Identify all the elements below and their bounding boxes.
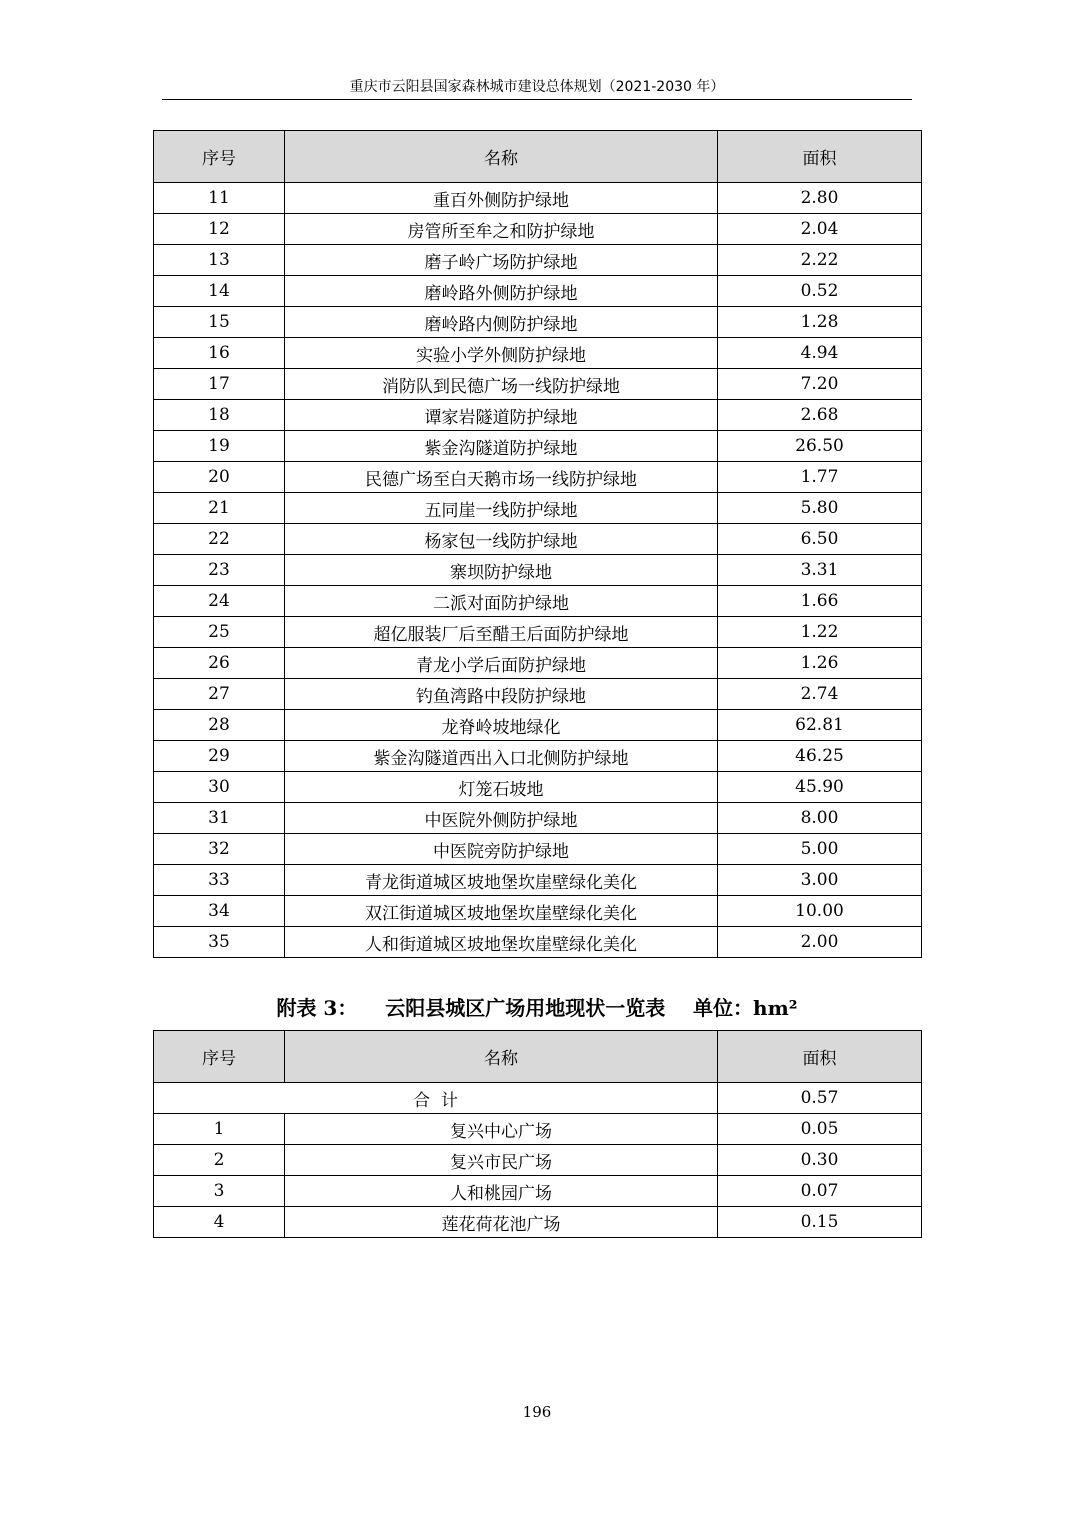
row-area: 0.52 xyxy=(718,276,922,307)
row-name: 磨岭路外侧防护绿地 xyxy=(285,276,718,307)
row-name: 龙脊岭坡地绿化 xyxy=(285,710,718,741)
row-area: 2.22 xyxy=(718,245,922,276)
row-name: 复兴中心广场 xyxy=(285,1114,718,1145)
row-name: 二派对面防护绿地 xyxy=(285,586,718,617)
row-index: 20 xyxy=(154,462,285,493)
table-row xyxy=(154,524,922,555)
row-index: 35 xyxy=(154,927,285,958)
column-header-name: 名称 xyxy=(285,131,718,183)
row-index: 28 xyxy=(154,710,285,741)
row-index: 27 xyxy=(154,679,285,710)
row-index: 14 xyxy=(154,276,285,307)
row-index: 17 xyxy=(154,369,285,400)
row-name: 民德广场至白天鹅市场一线防护绿地 xyxy=(285,462,718,493)
appendix-table-3-caption: 附表 3： 云阳县城区广场用地现状一览表 单位：hm² xyxy=(276,996,798,1020)
row-area: 0.30 xyxy=(718,1145,922,1176)
row-area: 2.00 xyxy=(718,927,922,958)
row-area: 0.07 xyxy=(718,1176,922,1207)
row-index: 25 xyxy=(154,617,285,648)
total-value: 0.57 xyxy=(718,1083,922,1114)
column-header-index: 序号 xyxy=(154,1031,285,1083)
row-area: 1.77 xyxy=(718,462,922,493)
row-name: 人和街道城区坡地堡坎崖壁绿化美化 xyxy=(285,927,718,958)
row-area: 1.66 xyxy=(718,586,922,617)
row-area: 0.05 xyxy=(718,1114,922,1145)
table-row xyxy=(154,772,922,803)
table-row xyxy=(154,710,922,741)
row-area: 1.26 xyxy=(718,648,922,679)
table-row xyxy=(154,586,922,617)
row-area: 0.15 xyxy=(718,1207,922,1238)
row-index: 21 xyxy=(154,493,285,524)
row-area: 26.50 xyxy=(718,431,922,462)
row-name: 钓鱼湾路中段防护绿地 xyxy=(285,679,718,710)
row-name: 灯笼石坡地 xyxy=(285,772,718,803)
page-number: 196 xyxy=(522,1403,552,1421)
table-header-row xyxy=(154,131,922,183)
row-name: 磨岭路内侧防护绿地 xyxy=(285,307,718,338)
row-index: 13 xyxy=(154,245,285,276)
table-row xyxy=(154,834,922,865)
row-area: 2.04 xyxy=(718,214,922,245)
table-row xyxy=(154,803,922,834)
row-area: 3.31 xyxy=(718,555,922,586)
table-row xyxy=(154,338,922,369)
row-index: 22 xyxy=(154,524,285,555)
row-name: 房管所至牟之和防护绿地 xyxy=(285,214,718,245)
row-area: 5.00 xyxy=(718,834,922,865)
row-area: 6.50 xyxy=(718,524,922,555)
row-name: 消防队到民德广场一线防护绿地 xyxy=(285,369,718,400)
row-area: 2.68 xyxy=(718,400,922,431)
table-row xyxy=(154,307,922,338)
column-header-name: 名称 xyxy=(285,1031,718,1083)
table-row xyxy=(154,648,922,679)
row-name: 超亿服装厂后至醋王后面防护绿地 xyxy=(285,617,718,648)
row-name: 重百外侧防护绿地 xyxy=(285,183,718,214)
row-area: 1.22 xyxy=(718,617,922,648)
table-row xyxy=(154,369,922,400)
row-index: 24 xyxy=(154,586,285,617)
row-index: 16 xyxy=(154,338,285,369)
row-area: 62.81 xyxy=(718,710,922,741)
row-name: 中医院旁防护绿地 xyxy=(285,834,718,865)
header-rule xyxy=(162,99,912,100)
table-row xyxy=(154,1176,922,1207)
table-row xyxy=(154,679,922,710)
table-row xyxy=(154,400,922,431)
row-name: 青龙街道城区坡地堡坎崖壁绿化美化 xyxy=(285,865,718,896)
column-header-area: 面积 xyxy=(718,1031,922,1083)
row-index: 26 xyxy=(154,648,285,679)
row-area: 4.94 xyxy=(718,338,922,369)
column-header-area: 面积 xyxy=(718,131,922,183)
row-index: 12 xyxy=(154,214,285,245)
row-index: 3 xyxy=(154,1176,285,1207)
table-row xyxy=(154,865,922,896)
row-area: 5.80 xyxy=(718,493,922,524)
row-area: 3.00 xyxy=(718,865,922,896)
row-index: 23 xyxy=(154,555,285,586)
table-row xyxy=(154,617,922,648)
table-row xyxy=(154,276,922,307)
row-name: 寨坝防护绿地 xyxy=(285,555,718,586)
row-name: 磨子岭广场防护绿地 xyxy=(285,245,718,276)
total-label: 合 计 xyxy=(154,1083,718,1114)
row-index: 4 xyxy=(154,1207,285,1238)
row-name: 中医院外侧防护绿地 xyxy=(285,803,718,834)
row-index: 11 xyxy=(154,183,285,214)
table-row xyxy=(154,493,922,524)
table-row xyxy=(154,1114,922,1145)
row-area: 10.00 xyxy=(718,896,922,927)
row-area: 2.74 xyxy=(718,679,922,710)
green-space-table xyxy=(153,130,922,958)
total-row xyxy=(154,1083,922,1114)
row-index: 33 xyxy=(154,865,285,896)
table-row xyxy=(154,245,922,276)
table-row xyxy=(154,214,922,245)
row-index: 29 xyxy=(154,741,285,772)
table-row xyxy=(154,555,922,586)
row-name: 紫金沟隧道西出入口北侧防护绿地 xyxy=(285,741,718,772)
table-row xyxy=(154,183,922,214)
running-header: 重庆市云阳县国家森林城市建设总体规划（2021-2030 年） xyxy=(349,79,725,95)
row-index: 19 xyxy=(154,431,285,462)
table-row xyxy=(154,431,922,462)
row-index: 31 xyxy=(154,803,285,834)
table-row xyxy=(154,927,922,958)
plaza-table xyxy=(153,1030,922,1238)
row-area: 8.00 xyxy=(718,803,922,834)
row-name: 青龙小学后面防护绿地 xyxy=(285,648,718,679)
table-header-row xyxy=(154,1031,922,1083)
column-header-index: 序号 xyxy=(154,131,285,183)
row-name: 实验小学外侧防护绿地 xyxy=(285,338,718,369)
row-name: 人和桃园广场 xyxy=(285,1176,718,1207)
table-row xyxy=(154,896,922,927)
table-row xyxy=(154,741,922,772)
row-area: 7.20 xyxy=(718,369,922,400)
row-index: 15 xyxy=(154,307,285,338)
row-area: 1.28 xyxy=(718,307,922,338)
row-name: 五同崖一线防护绿地 xyxy=(285,493,718,524)
row-index: 1 xyxy=(154,1114,285,1145)
row-index: 34 xyxy=(154,896,285,927)
row-name: 紫金沟隧道防护绿地 xyxy=(285,431,718,462)
table-row xyxy=(154,1145,922,1176)
row-area: 2.80 xyxy=(718,183,922,214)
table-row xyxy=(154,1207,922,1238)
row-index: 32 xyxy=(154,834,285,865)
table-row xyxy=(154,462,922,493)
row-index: 30 xyxy=(154,772,285,803)
row-index: 2 xyxy=(154,1145,285,1176)
row-name: 莲花荷花池广场 xyxy=(285,1207,718,1238)
row-name: 杨家包一线防护绿地 xyxy=(285,524,718,555)
row-index: 18 xyxy=(154,400,285,431)
row-name: 复兴市民广场 xyxy=(285,1145,718,1176)
row-area: 45.90 xyxy=(718,772,922,803)
row-name: 谭家岩隧道防护绿地 xyxy=(285,400,718,431)
row-area: 46.25 xyxy=(718,741,922,772)
row-name: 双江街道城区坡地堡坎崖壁绿化美化 xyxy=(285,896,718,927)
